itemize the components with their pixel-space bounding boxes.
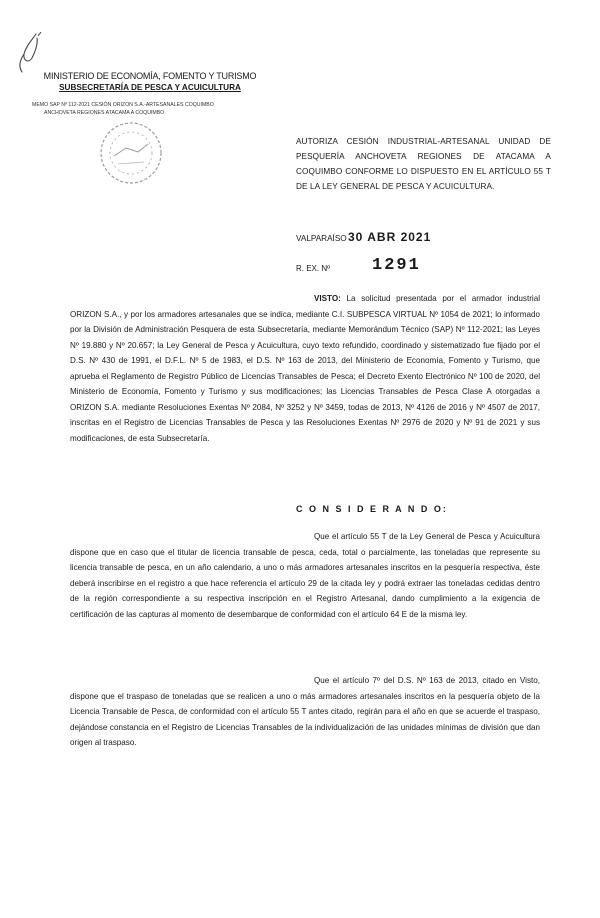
ministry-name: MINISTERIO DE ECONOMÍA, FOMENTO Y TURISMO [43, 71, 257, 81]
resolution-subject: AUTORIZA CESIÓN INDUSTRIAL-ARTESANAL UNIDAD DE PESQUERÍA ANCHOVETA REGIONES DE ATACAMA A COQUIMBO CONFORME LO DISPUESTO EN EL ARTÍCULO 55 T DE LA LEY GENERAL DE PESCA Y ACUICULTURA. [296, 137, 551, 191]
place-date [296, 230, 556, 248]
resolution-number-block [296, 256, 556, 278]
considerando-paragraph-2 [70, 673, 540, 751]
subsecretary-name: SUBSECRETARÍA DE PESCA Y ACUICULTURA [59, 83, 241, 92]
visto-text: La solicitud presentada por el armador industrial ORIZON S.A., y por los armadores artesanales que se indica, mediante C.I. SUBPESCA VIRTUAL Nº 1054 de 2021; lo informado por la División de Administración Pesquera de esta Subsecretaría, mediante Memorándum Técnico (SAP) Nº 112-2021; las Leyes Nº 19.880 y Nº 20.657; la Ley General de Pesca y Acuicultura, cuyo texto refundido, coordinado y sistematizado fue fijado por el D.S. Nº 430 de 1991, el D.F.L. Nº 5 de 1983, el D.S. Nº 163 de 2013, del Ministerio de Economía, Fomento y Turismo, que aprueba el Reglamento de Registro Público de Licencias Transables de Pesca; el Decreto Exento Electrónico Nº 100 de 2020, del Ministerio de Economía, Fomento y Turismo y sus modificaciones; las Licencias Transables de Pesca Clase A otorgadas a ORIZON S.A. mediante Resoluciones Exentas Nº 2084, Nº 3252 y Nº 3459, todas de 2013, Nº 4126 de 2016 y Nº 4507 de 2017, inscritas en el Registro de Licencias Transables de Pesca y las Resoluciones Exentas Nº 2976 de 2020 y Nº 91 de 2021 y sus modificaciones, de esta Subsecretaría. [70, 294, 541, 443]
considerando-title: C O N S I D E R A N D O: [296, 504, 448, 514]
considerando-paragraph-1 [70, 529, 540, 622]
resolution-label: R. EX. Nº [296, 264, 331, 273]
considerando-text-2: Que el artículo 7º del D.S. Nº 163 de 2013, citado en Visto, dispone que el traspaso de toneladas que se realicen a uno o más armadores artesanales inscritos en la pesquería objeto de la Licencia Transable de Pesca, de conformidad con el artículo 55 T antes citado, regirán para el año en que se acuerde el traspaso, dejándose constancia en el Registro de Licencias Transables de la individualización de las unidades mínimas de división que dan origen al traspaso. [70, 676, 540, 747]
date-stamp: 30 ABR 2021 [348, 230, 432, 244]
memo-line-1: MEMO SAP Nº 112-2021 CESIÓN ORIZON S.A.-ARTESANALES COQUIMBO [32, 102, 214, 108]
letterhead [20, 70, 280, 94]
visto-section [70, 291, 540, 446]
considerando-text-1: Que el artículo 55 T de la Ley General de Pesca y Acuicultura dispone que en caso que el titular de licencia transable de pesca, ceda, total o parcialmente, las toneladas que represente su licencia transable de pesca, en un año calendario, a uno o más armadores artesanales inscritos en la pesquería respectiva, éste deberá inscribirse en el registro a que hace referencia el artículo 29 de la citada ley y podrá extraer las toneladas cedidas dentro de la región correspondiente a su respectiva inscripción en el Registro Artesanal, dando cumplimiento a la exigencia de certificación de las capturas al momento de desembarque de conformidad con el artículo 64 E de la misma ley. [70, 532, 540, 619]
memo-line-2: ANCHOVETA REGIONES ATACAMA A COQUIMBO [44, 110, 165, 116]
resolution-number: 1291 [372, 256, 421, 275]
office-stamp-icon [96, 118, 166, 188]
visto-label: VISTO: [314, 294, 341, 303]
memo-reference [32, 101, 272, 117]
place-text: VALPARAÍSO [296, 234, 347, 243]
